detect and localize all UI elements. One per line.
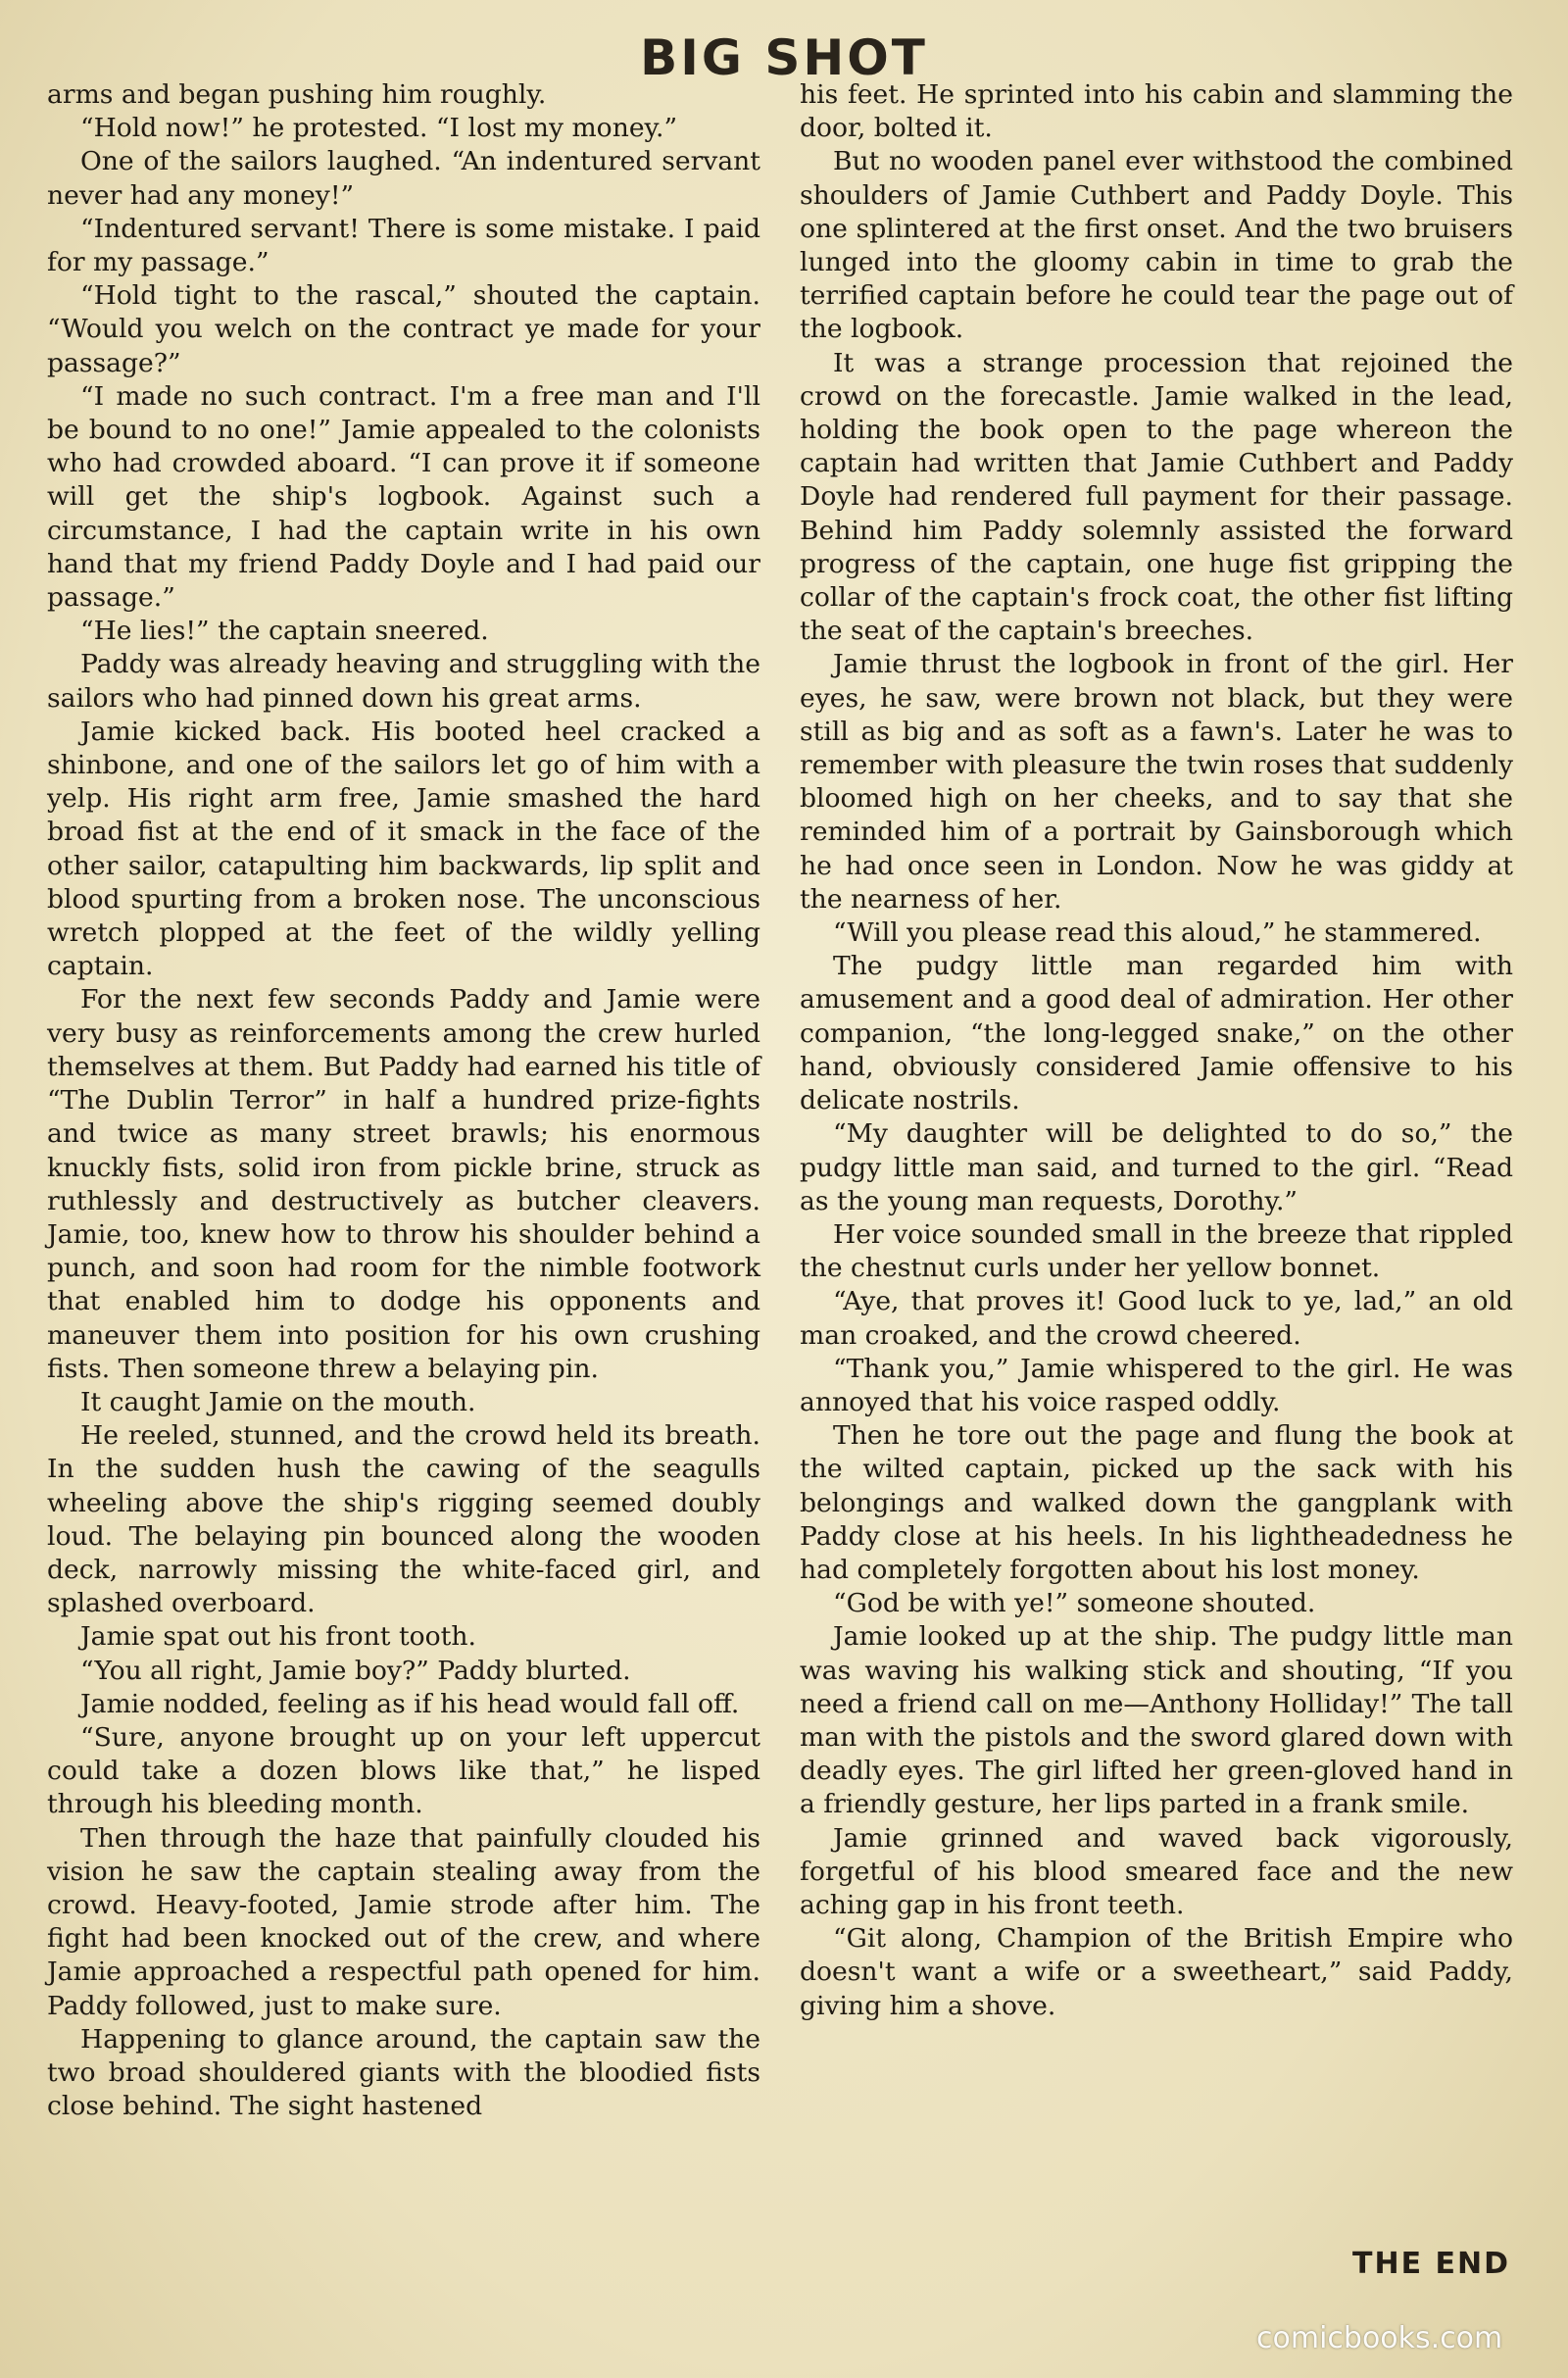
paragraph: For the next few seconds Paddy and Jamie were very busy as reinforcements among the crew hurled themselves at them. But Paddy had earned his title of “The Dublin Terror” in half a hundred prize-fights and twice as many street brawls; his enormous knuckly fists, solid iron from pickle brine, struck as ruthlessly and destructively as butcher cleavers. Jamie, too, knew how to throw his shoulder behind a punch, and soon had room for the nimble footwork that enabled him to dodge his opponents and maneuver them into position for his own crushing fists. Then someone threw a belaying pin. bbox=[47, 984, 760, 1384]
watermark: comicbooks.com bbox=[1256, 2321, 1503, 2355]
paragraph: It caught Jamie on the mouth. bbox=[80, 1386, 476, 1417]
paragraph: “Hold tight to the rascal,” shouted the captain. “Would you welch on the contract ye made for your passage?” bbox=[47, 280, 760, 378]
right-column bbox=[800, 78, 1513, 2023]
left-column bbox=[47, 78, 760, 2123]
paragraph: Then through the haze that painfully clouded his vision he saw the captain stealing away from the crowd. Heavy-footed, Jamie strode after him. The fight had been knocked out of the crew, and where Jamie approached a respectful path opened for him. Paddy followed, just to make sure. bbox=[47, 1822, 760, 2021]
paragraph: “Hold now!” he protested. “I lost my money.” bbox=[80, 113, 678, 144]
paragraph: Jamie spat out his front tooth. bbox=[80, 1621, 476, 1653]
paragraph: Jamie looked up at the ship. The pudgy little man was waving his walking stick and shouting, “If you need a friend call on me—Anthony Holliday!” The tall man with the pistols and the sword glared down with deadly eyes. The girl lifted her green-gloved hand in a friendly gesture, her lips parted in a frank smile. bbox=[800, 1621, 1513, 1820]
paragraph: Then he tore out the page and flung the book at the wilted captain, picked up the sack with his belongings and walked down the gangplank with Paddy close at his heels. In his lightheadedness he had completely forgotten about his lost money. bbox=[800, 1420, 1513, 1585]
paragraph: Paddy was already heaving and struggling with the sailors who had pinned down his great arms. bbox=[47, 649, 760, 714]
paragraph: arms and began pushing him roughly. bbox=[47, 79, 547, 110]
paragraph: “My daughter will be delighted to do so,” the pudgy little man said, and turned to the girl. “Read as the young man requests, Dorothy.” bbox=[800, 1118, 1513, 1216]
paragraph: “You all right, Jamie boy?” Paddy blurted. bbox=[80, 1655, 631, 1686]
paragraph: The pudgy little man regarded him with amusement and a good deal of admiration. Her other companion, “the long-legged snake,” on the other hand, obviously considered Jamie offensive to his delicate nostrils. bbox=[800, 951, 1513, 1116]
paragraph: But no wooden panel ever withstood the combined shoulders of Jamie Cuthbert and Paddy Doyle. This one splintered at the first onset. And the two bruisers lunged into the gloomy cabin in time to grab the terrified captain before he could tear the page out of the logbook. bbox=[800, 146, 1513, 345]
paragraph: “God be with ye!” someone shouted. bbox=[833, 1588, 1316, 1619]
paragraph: “I made no such contract. I'm a free man and I'll be bound to no one!” Jamie appealed to the colonists who had crowded aboard. “I can prove it if someone will get the ship's logbook. Against such a circumstance, I had the captain write in his own hand that my friend Paddy Doyle and I had paid our passage.” bbox=[47, 380, 760, 614]
paragraph: Her voice sounded small in the breeze that rippled the chestnut curls under her yellow bonnet. bbox=[800, 1218, 1513, 1284]
paragraph: his feet. He sprinted into his cabin and slamming the door, bolted it. bbox=[800, 79, 1513, 144]
paragraph: “Sure, anyone brought up on your left uppercut could take a dozen blows like that,” he lisped through his bleeding month. bbox=[47, 1721, 760, 1820]
paragraph: Happening to glance around, the captain saw the two broad shouldered giants with the bloodied fists close behind. The sight hastened bbox=[47, 2023, 760, 2122]
paragraph: “Git along, Champion of the British Empire who doesn't want a wife or a sweetheart,” said Paddy, giving him a shove. bbox=[800, 1923, 1513, 2021]
paragraph: “He lies!” the captain sneered. bbox=[80, 616, 489, 647]
paragraph: Jamie kicked back. His booted heel cracked a shinbone, and one of the sailors let go of him with a yelp. His right arm free, Jamie smashed the hard broad fist at the end of it smack in the face of the other sailor, catapulting him backwards, lip split and blood spurting from a broken nose. The unconscious wretch plopped at the feet of the wildly yelling captain. bbox=[47, 716, 760, 982]
paragraph: “Indentured servant! There is some mistake. I paid for my passage.” bbox=[47, 213, 760, 278]
paragraph: He reeled, stunned, and the crowd held its breath. In the sudden hush the cawing of the seagulls wheeling above the ship's rigging seemed doubly loud. The belaying pin bounced along the wooden deck, narrowly missing the white-faced girl, and splashed overboard. bbox=[47, 1420, 760, 1619]
page-title: BIG SHOT bbox=[640, 29, 928, 86]
paragraph: One of the sailors laughed. “An indentured servant never had any money!” bbox=[47, 146, 760, 211]
end-marker: THE END bbox=[1352, 2247, 1511, 2281]
paragraph: Jamie grinned and waved back vigorously, forgetful of his blood smeared face and the new aching gap in his front teeth. bbox=[800, 1822, 1513, 1920]
paragraph: Jamie thrust the logbook in front of the girl. Her eyes, he saw, were brown not black, but they were still as big and as soft as a fawn's. Later he was to remember with pleasure the twin roses that suddenly bloomed high on her cheeks, and to say that she reminded him of a portrait by Gainsborough which he had once seen in London. Now he was giddy at the nearness of her. bbox=[800, 649, 1513, 915]
paragraph: It was a strange procession that rejoined the crowd on the forecastle. Jamie walked in the lead, holding the book open to the page whereon the captain had written that Jamie Cuthbert and Paddy Doyle had rendered full payment for their passage. Behind him Paddy solemnly assisted the forward progress of the captain, one huge fist gripping the collar of the captain's frock coat, the other fist lifting the seat of the captain's breeches. bbox=[800, 347, 1513, 647]
paragraph: Jamie nodded, feeling as if his head would fall off. bbox=[80, 1688, 740, 1719]
paragraph: “Will you please read this aloud,” he stammered. bbox=[833, 917, 1482, 949]
paragraph: “Aye, that proves it! Good luck to ye, lad,” an old man croaked, and the crowd cheered. bbox=[800, 1286, 1513, 1351]
paragraph: “Thank you,” Jamie whispered to the girl. He was annoyed that his voice rasped oddly. bbox=[800, 1353, 1513, 1417]
